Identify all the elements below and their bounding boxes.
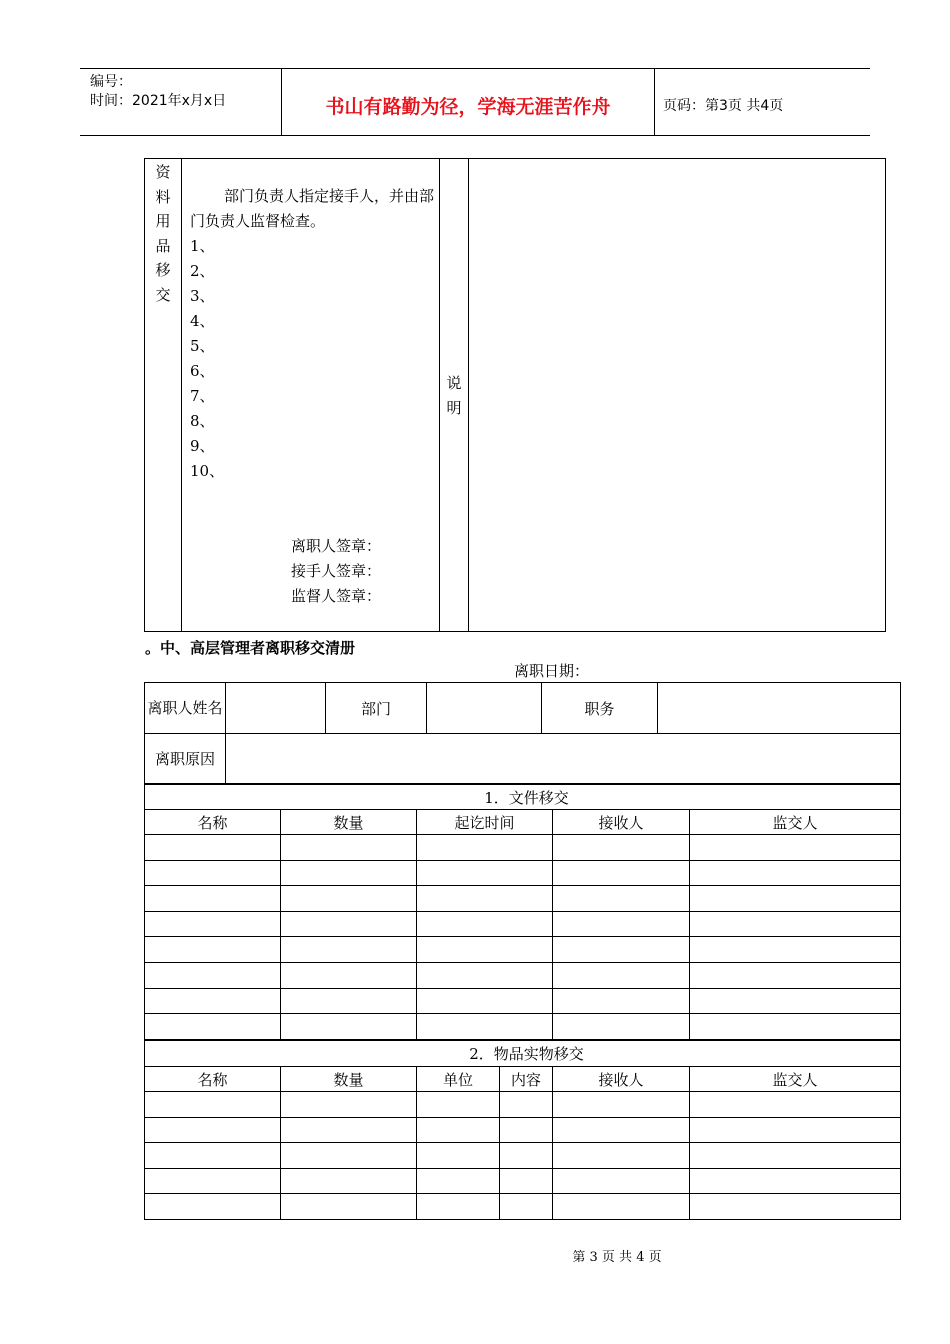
column-header: 数量 (281, 1067, 417, 1092)
table-cell[interactable] (690, 1117, 901, 1143)
table-cell[interactable] (690, 962, 901, 988)
list-item: 4、 (190, 312, 215, 330)
page-info: 页码：第3页 共4页 (663, 98, 784, 114)
table-cell[interactable] (417, 1143, 500, 1169)
column-header: 接收人 (553, 810, 690, 835)
table-cell[interactable] (281, 1168, 417, 1194)
column-header: 接收人 (553, 1067, 690, 1092)
handover-divider (181, 158, 182, 632)
table-row (145, 1092, 901, 1118)
handover-instruction: 部门负责人指定接手人，并由部门负责人监督检查。 (190, 187, 435, 230)
header-motto: 书山有路勤为径，学海无涯苦作舟 (325, 96, 611, 118)
table-cell[interactable] (553, 1014, 690, 1040)
table-cell[interactable] (281, 860, 417, 886)
file-rows (145, 835, 901, 1040)
table-cell[interactable] (417, 1117, 500, 1143)
table-cell[interactable] (281, 1117, 417, 1143)
reason-label: 离职原因 (145, 734, 226, 784)
name-label: 离职人姓名 (145, 683, 226, 734)
list-item: 10、 (190, 462, 225, 480)
column-header: 起讫时间 (417, 810, 553, 835)
table-cell[interactable] (281, 937, 417, 963)
table-row (145, 835, 901, 861)
successor-signature-label: 接手人签章： (291, 562, 382, 580)
table-cell[interactable] (145, 886, 281, 912)
supervisor-signature-label: 监督人签章： (291, 587, 382, 605)
table-cell[interactable] (690, 1092, 901, 1118)
table-cell[interactable] (417, 988, 553, 1014)
handover-divider (468, 158, 469, 632)
table-cell[interactable] (145, 835, 281, 861)
table-cell[interactable] (500, 1168, 553, 1194)
table-cell[interactable] (281, 886, 417, 912)
table-cell[interactable] (281, 1143, 417, 1169)
list-item: 7、 (190, 387, 215, 405)
resigner-signature-label: 离职人签章： (291, 537, 382, 555)
table-cell[interactable] (417, 1168, 500, 1194)
table-cell[interactable] (417, 937, 553, 963)
table-cell[interactable] (145, 1194, 281, 1220)
table-cell[interactable] (417, 886, 553, 912)
table-row (145, 962, 901, 988)
list-item: 3、 (190, 287, 215, 305)
table-row (145, 1143, 901, 1169)
table-row (145, 886, 901, 912)
table-cell[interactable] (690, 1014, 901, 1040)
goods-rows (145, 1092, 901, 1220)
goods-handover-title: 2．物品实物移交 (145, 1041, 901, 1067)
table-cell[interactable] (500, 1117, 553, 1143)
file-handover-title: 1．文件移交 (145, 785, 901, 810)
file-handover-table (144, 784, 901, 1040)
column-header: 数量 (281, 810, 417, 835)
table-cell[interactable] (553, 1168, 690, 1194)
column-header: 监交人 (690, 810, 901, 835)
table-cell[interactable] (500, 1194, 553, 1220)
list-item: 2、 (190, 262, 215, 280)
position-field[interactable] (658, 683, 901, 734)
resigner-info-table (144, 682, 901, 784)
table-cell[interactable] (690, 860, 901, 886)
table-cell[interactable] (281, 1194, 417, 1220)
table-cell[interactable] (145, 937, 281, 963)
table-cell[interactable] (690, 1168, 901, 1194)
table-cell[interactable] (553, 886, 690, 912)
table-row (145, 860, 901, 886)
header-top-rule (80, 68, 870, 69)
section-title: 。中、高层管理者离职移交清册 (145, 639, 356, 657)
list-item: 1、 (190, 237, 215, 255)
table-cell[interactable] (417, 1014, 553, 1040)
list-item: 6、 (190, 362, 215, 380)
table-cell[interactable] (690, 988, 901, 1014)
table-cell[interactable] (281, 1014, 417, 1040)
handover-side-label: 资 料 用 品 移 交 (155, 163, 171, 304)
position-label: 职务 (542, 683, 658, 734)
table-cell[interactable] (553, 962, 690, 988)
goods-handover-table (144, 1040, 901, 1220)
table-cell[interactable] (145, 911, 281, 937)
table-cell[interactable] (553, 1117, 690, 1143)
table-cell[interactable] (417, 1194, 500, 1220)
table-cell[interactable] (281, 988, 417, 1014)
table-cell[interactable] (553, 835, 690, 861)
table-cell[interactable] (145, 1143, 281, 1169)
reason-field[interactable] (226, 734, 901, 784)
table-cell[interactable] (553, 1143, 690, 1169)
table-row (145, 1117, 901, 1143)
table-row (145, 988, 901, 1014)
table-row (145, 1194, 901, 1220)
table-cell[interactable] (553, 911, 690, 937)
column-header: 名称 (145, 810, 281, 835)
table-cell[interactable] (690, 911, 901, 937)
table-cell[interactable] (281, 1092, 417, 1118)
table-cell[interactable] (145, 1168, 281, 1194)
signatures (291, 534, 381, 609)
header-bottom-rule (80, 135, 870, 136)
serial-label: 编号： (90, 74, 132, 90)
table-cell[interactable] (281, 911, 417, 937)
table-cell[interactable] (145, 988, 281, 1014)
table-cell[interactable] (690, 886, 901, 912)
table-cell[interactable] (690, 1143, 901, 1169)
table-cell[interactable] (417, 962, 553, 988)
table-row (145, 911, 901, 937)
table-cell[interactable] (690, 1194, 901, 1220)
table-cell[interactable] (281, 835, 417, 861)
table-cell[interactable] (145, 860, 281, 886)
dept-label: 部门 (326, 683, 427, 734)
table-cell[interactable] (500, 1092, 553, 1118)
table-row (145, 1014, 901, 1040)
table-cell[interactable] (553, 937, 690, 963)
name-field[interactable] (226, 683, 326, 734)
table-row (145, 937, 901, 963)
column-header: 内容 (500, 1067, 553, 1092)
column-header: 监交人 (690, 1067, 901, 1092)
table-cell[interactable] (417, 911, 553, 937)
table-cell[interactable] (690, 937, 901, 963)
column-header: 名称 (145, 1067, 281, 1092)
table-cell[interactable] (281, 962, 417, 988)
table-cell[interactable] (145, 962, 281, 988)
list-item: 8、 (190, 412, 215, 430)
table-cell[interactable] (417, 860, 553, 886)
list-item: 9、 (190, 437, 215, 455)
page-footer: 第 3 页 共 4 页 (572, 1250, 662, 1265)
dept-field[interactable] (427, 683, 542, 734)
leave-date-label: 离职日期： (514, 662, 590, 680)
table-cell[interactable] (417, 1092, 500, 1118)
note-label: 说 明 (446, 374, 462, 417)
table-cell[interactable] (145, 1092, 281, 1118)
table-cell[interactable] (690, 835, 901, 861)
handover-item-list (190, 234, 435, 484)
table-cell[interactable] (553, 1194, 690, 1220)
table-cell[interactable] (553, 988, 690, 1014)
table-cell[interactable] (553, 1092, 690, 1118)
table-cell[interactable] (500, 1143, 553, 1169)
table-cell[interactable] (553, 860, 690, 886)
table-cell[interactable] (417, 835, 553, 861)
column-header: 单位 (417, 1067, 500, 1092)
time-label: 时间：2021年x月x日 (90, 93, 227, 109)
table-cell[interactable] (145, 1014, 281, 1040)
table-row (145, 1168, 901, 1194)
header-divider (654, 68, 655, 136)
table-cell[interactable] (145, 1117, 281, 1143)
list-item: 5、 (190, 337, 215, 355)
